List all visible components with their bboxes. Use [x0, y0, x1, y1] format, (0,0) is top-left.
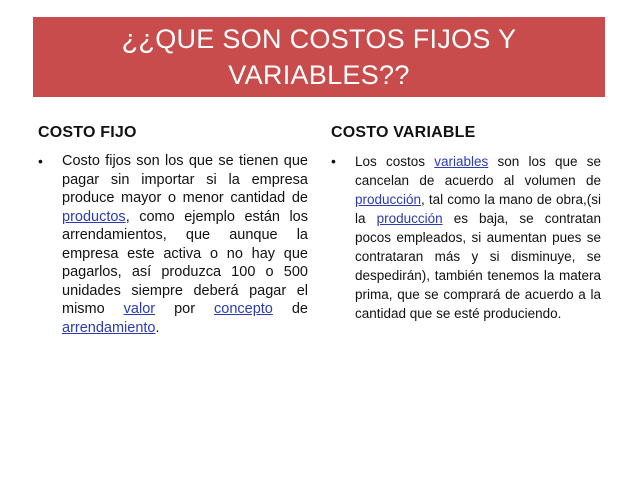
text-segment: es baja, se contratan pocos empleados, si aumentan pues se contrataran más y si disminuye, se despedirán), también tenemos la matera prima, que se comprará de acuerdo a la cantidad que se esté produciendo. [355, 211, 601, 321]
text-segment: , como ejemplo están los arrendamientos, que aunque la empresa este activa o no hay que pagarlos, así produzca 100 o 500 unidades siempre deberá pagar el mismo [62, 208, 308, 317]
title-line-2: VARIABLES?? [228, 60, 410, 90]
link-productos[interactable]: productos [62, 208, 126, 225]
title-line-1: ¿¿QUE SON COSTOS FIJOS Y [121, 24, 517, 54]
text-segment: por [155, 301, 215, 317]
link-arrendamiento[interactable]: arrendamiento [62, 319, 156, 336]
link-concepto[interactable]: concepto [214, 301, 273, 317]
link-variables[interactable]: variables [434, 154, 489, 169]
link-produccion[interactable]: producción [355, 192, 422, 207]
fixed-cost-description [62, 152, 308, 337]
text-segment: . [155, 319, 160, 336]
link-produccion-2[interactable]: producción [376, 211, 443, 226]
text-segment: , tal como la mano de obra,(si la [355, 192, 601, 226]
variable-cost-column [331, 124, 601, 323]
text-segment: Los costos [355, 154, 435, 169]
page-title [122, 21, 517, 93]
text-segment: de [272, 301, 308, 317]
bullet-marker: • [38, 153, 43, 169]
variable-cost-bullet-item [331, 152, 601, 323]
fixed-cost-column [38, 124, 308, 337]
bullet-marker: • [331, 153, 336, 169]
text-segment: son los que se cancelan de acuerdo al volumen de [355, 154, 601, 188]
text-segment: Costo fijos son los que se tienen que pagar sin importar si la empresa produce mayor o menor cantidad de [62, 153, 308, 206]
fixed-cost-heading: COSTO FIJO [38, 124, 137, 141]
fixed-cost-bullet-item [38, 152, 308, 337]
variable-cost-heading: COSTO VARIABLE [331, 124, 476, 141]
variable-cost-description [355, 152, 601, 323]
link-valor[interactable]: valor [123, 301, 156, 317]
title-banner [33, 17, 605, 97]
